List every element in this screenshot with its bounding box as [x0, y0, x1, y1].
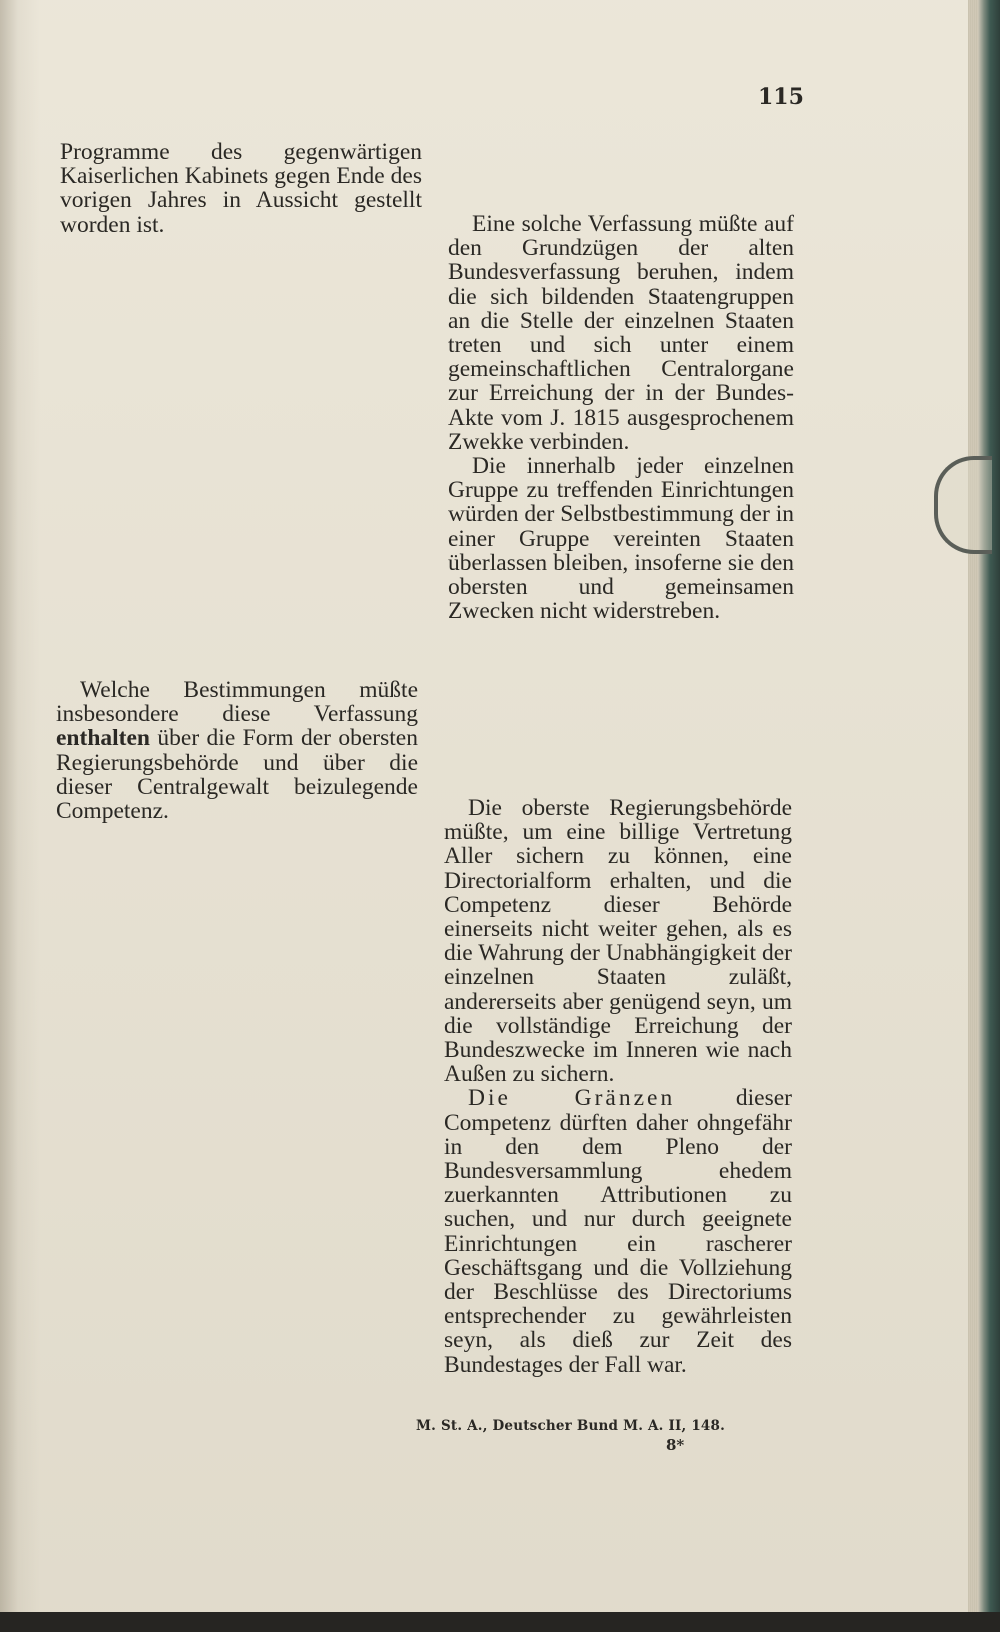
right-para-1: Eine solche Verfassung müßte auf den Grundzügen der alten Bundesverfassung beruhen, indem die sich bildenden Staatengruppen an die Stelle der einzelnen Staaten treten und sich unter einem gemeinschaftlichen Centralorgane zur Erreichung der in der Bundes-Akte vom J. 1815 ausgesprochenem Zwekke verbinden. — [448, 211, 794, 455]
page-edges — [968, 0, 978, 1612]
page-clip — [934, 456, 992, 554]
page-number: 115 — [758, 84, 804, 110]
book-cover-edge — [978, 0, 1000, 1632]
left-note-2-end: über die Form der obersten Regierungsbehörde und über die dieser Centralgewalt beizulegende Competenz. — [56, 725, 418, 825]
right-section-1 — [448, 212, 794, 623]
archive-source-note: M. St. A., Deutscher Bund M. A. II, 148. — [416, 1418, 725, 1434]
right-para-2: Die innerhalb jeder einzelnen Gruppe zu treffenden Einrichtungen würden der Selbstbestimmung der in einer Gruppe vereinten Staaten überlassen bleiben, insoferne sie den obersten und gemeinsamen Zwecken nicht widerstreben. — [448, 453, 794, 625]
right-para-4-rest: dieser Competenz dürften daher ohngefähr in den dem Pleno der Bundesversammlung ehedem zuerkannten Attributionen zu suchen, und nur durch geeignete Einrichtungen ein rascherer Geschäftsgang und die Vollziehung der Beschlüsse des Directoriums entsprechender zu gewährleisten seyn, als dieß zur Zeit des Bundestages der Fall war. — [444, 1085, 792, 1378]
left-note-1-text: Programme des gegenwärtigen Kaiserlichen Kabinets gegen Ende des vorigen Jahres in Aussicht gestellt worden ist. — [60, 139, 422, 238]
left-note-2-start: Welche Bestimmungen müßte insbesondere diese Verfassung — [56, 677, 418, 728]
right-para-4 — [444, 1086, 792, 1376]
left-note-1 — [60, 140, 422, 237]
scan-bottom-edge — [0, 1612, 1000, 1632]
left-note-2-text — [56, 678, 418, 823]
left-note-2 — [56, 678, 418, 823]
right-para-4-spaced: Die Gränzen — [468, 1085, 676, 1112]
right-section-2 — [444, 796, 792, 1377]
left-note-2-bold: enthalten — [56, 725, 150, 752]
signature-mark: 8* — [666, 1436, 685, 1454]
right-para-3: Die oberste Regierungsbehörde müßte, um eine billige Vertretung Aller sichern zu können, eine Directorialform erhalten, und die Competenz dieser Behörde einerseits nicht weiter gehen, als es die Wahrung der Unabhängigkeit der einzelnen Staaten zuläßt, andererseits aber genügend seyn, um die vollständige Erreichung der Bundeszwecke im Inneren wie nach Außen zu sichern. — [444, 795, 792, 1088]
